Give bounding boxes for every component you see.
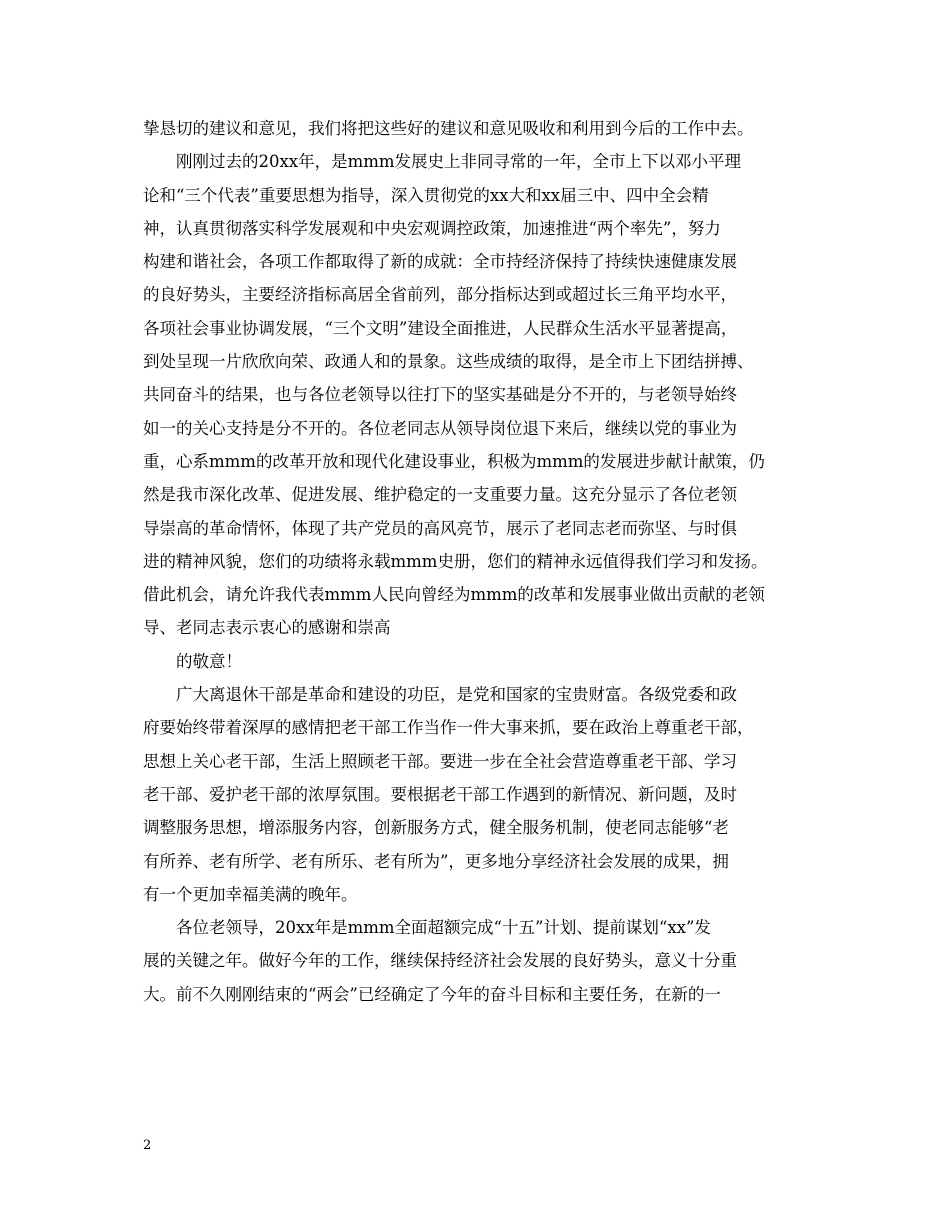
body-text <box>143 112 823 1011</box>
text-line: 各项社会事业协调发展，“三个文明”建设全面推进，人民群众生活水平显著提高， <box>143 318 738 338</box>
text-line: 老干部、爱护老干部的浓厚氛围。要根据老干部工作遇到的新情况、新问题，及时 <box>143 784 737 804</box>
text-line: 借此机会，请允许我代表mmm人民向曾经为mmm的改革和发展事业做出贡献的老领 <box>143 585 765 605</box>
text-line: 导崇高的革命情怀，体现了共产党员的高风亮节，展示了老同志老而弥坚、与时俱 <box>143 518 737 538</box>
text-line: 挚恳切的建议和意见，我们将把这些好的建议和意见吸收和利用到今后的工作中去。 <box>143 119 754 138</box>
text-line: 导、老同志表示衷心的感谢和崇高 <box>143 618 391 638</box>
page-number: 2 <box>143 1138 152 1153</box>
text-line: 调整服务思想，增添服务内容，创新服务方式，健全服务机制，使老同志能够“老 <box>143 818 729 838</box>
text-line: 有所养、老有所学、老有所乐、老有所为”，更多地分享经济社会发展的成果，拥 <box>143 851 729 871</box>
text-line: 共同奋斗的结果，也与各位老领导以往打下的坚实基础是分不开的，与老领导始终 <box>143 385 737 405</box>
text-line: 大。前不久刚刚结束的“两会”已经确定了今年的奋斗目标和主要任务，在新的一 <box>143 984 721 1004</box>
text-line: 的敬意！ <box>176 651 242 671</box>
text-line: 思想上关心老干部，生活上照顾老干部。要进一步在全社会营造尊重老干部、学习 <box>143 751 737 771</box>
text-line: 进的精神风貌，您们的功绩将永载mmm史册，您们的精神永远值得我们学习和发扬。 <box>143 551 768 571</box>
text-line: 神，认真贯彻落实科学发展观和中央宏观调控政策，加速推进“两个率先”，努力 <box>143 218 721 238</box>
text-line: 论和“三个代表”重要思想为指导，深入贯彻党的xx大和xx届三中、四中全会精 <box>143 185 709 205</box>
text-line: 展的关键之年。做好今年的工作，继续保持经济社会发展的良好势头，意义十分重 <box>143 951 737 971</box>
text-line: 有一个更加幸福美满的晚年。 <box>143 884 358 904</box>
text-line: 的良好势头，主要经济指标高居全省前列，部分指标达到或超过长三角平均水平， <box>143 285 737 305</box>
text-line: 然是我市深化改革、促进发展、维护稳定的一支重要力量。这充分显示了各位老领 <box>143 485 737 505</box>
text-line: 重，心系mmm的改革开放和现代化建设事业，积极为mmm的发展进步献计献策，仍 <box>143 451 765 471</box>
text-line: 到处呈现一片欣欣向荣、政通人和的景象。这些成绩的取得，是全市上下团结拼搏、 <box>143 352 754 372</box>
text-line: 如一的关心支持是分不开的。各位老同志从领导岗位退下来后，继续以党的事业为 <box>143 418 737 438</box>
text-line: 刚刚过去的20xx年，是mmm发展史上非同寻常的一年，全市上下以邓小平理 <box>176 152 742 172</box>
text-line: 广大离退休干部是革命和建设的功臣，是党和国家的宝贵财富。各级党委和政 <box>176 685 737 705</box>
text-line: 各位老领导，20xx年是mmm全面超额完成“十五”计划、提前谋划“xx”发 <box>176 918 711 938</box>
text-line: 府要始终带着深厚的感情把老干部工作当作一件大事来抓，要在政治上尊重老干部， <box>143 718 754 738</box>
text-line: 构建和谐社会，各项工作都取得了新的成就：全市持经济保持了持续快速健康发展 <box>143 252 737 272</box>
